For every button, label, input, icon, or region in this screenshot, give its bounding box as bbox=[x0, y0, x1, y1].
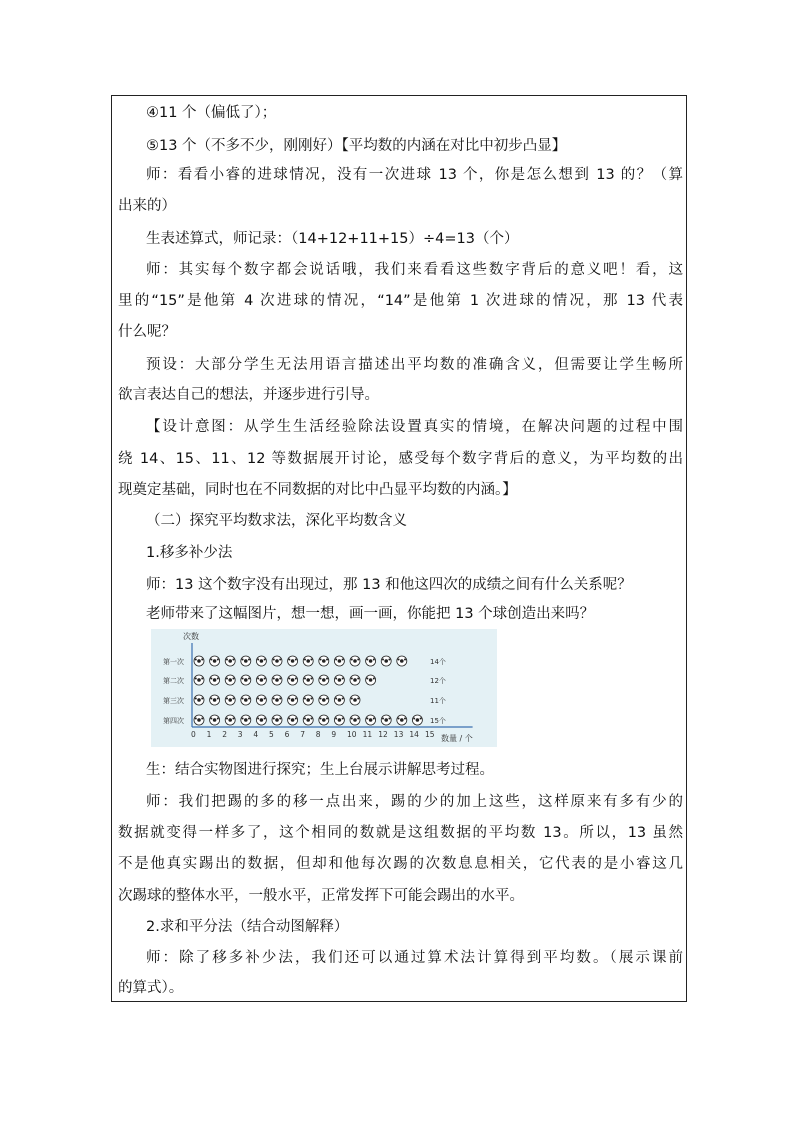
soccer-ball-patch bbox=[275, 718, 279, 722]
soccer-ball-patch bbox=[275, 698, 279, 702]
text-line: 老师带来了这幅图片，想一想，画一画，你能把 13 个球创造出来吗？ bbox=[146, 606, 595, 622]
soccer-ball-patch bbox=[288, 718, 290, 720]
soccer-ball-patch bbox=[335, 698, 337, 700]
text-line: 欲言表达自己的想法，并逐步进行引导。 bbox=[118, 387, 379, 403]
soccer-ball-patch bbox=[291, 718, 295, 722]
x-tick-label: 15 bbox=[425, 730, 435, 739]
row-count-label: 12个 bbox=[430, 677, 446, 685]
soccer-ball-patch bbox=[279, 659, 281, 661]
soccer-ball-patch bbox=[326, 678, 328, 680]
soccer-ball-patch bbox=[260, 698, 264, 702]
text-line: 师：13 这个数字没有出现过，那 13 和他这四次的成绩之间有什么关系呢？ bbox=[146, 577, 632, 593]
soccer-ball-patch bbox=[357, 698, 359, 700]
soccer-ball-patch bbox=[197, 698, 201, 702]
y-axis-title: 次数 bbox=[183, 632, 199, 641]
soccer-ball-patch bbox=[210, 659, 212, 661]
row-label: 第一次 bbox=[163, 658, 184, 666]
text-line: 师：我们把踢的多的移一点出来，踢的少的加上这些，这样原来有多有少的 bbox=[146, 794, 683, 810]
soccer-ball-patch bbox=[306, 698, 310, 702]
soccer-ball-patch bbox=[320, 698, 322, 700]
soccer-ball-patch bbox=[322, 718, 326, 722]
soccer-ball-patch bbox=[195, 678, 197, 680]
soccer-ball-patch bbox=[260, 659, 264, 663]
soccer-ball-patch bbox=[201, 718, 203, 720]
soccer-ball-patch bbox=[244, 678, 248, 682]
soccer-ball-patch bbox=[279, 678, 281, 680]
soccer-ball-patch bbox=[228, 659, 232, 663]
soccer-ball-patch bbox=[260, 718, 264, 722]
text-line: 生：结合实物图进行探究；生上台展示讲解思考过程。 bbox=[146, 762, 494, 778]
soccer-ball-patch bbox=[398, 718, 400, 720]
soccer-ball-patch bbox=[279, 718, 281, 720]
soccer-ball-patch bbox=[291, 659, 295, 663]
soccer-ball-patch bbox=[310, 659, 312, 661]
x-tick-label: 14 bbox=[409, 730, 419, 739]
soccer-ball-patch bbox=[342, 678, 344, 680]
soccer-ball-patch bbox=[228, 698, 232, 702]
soccer-ball-patch bbox=[353, 659, 357, 663]
soccer-ball-patch bbox=[242, 698, 244, 700]
soccer-ball-patch bbox=[195, 659, 197, 661]
soccer-ball-patch bbox=[226, 718, 228, 720]
soccer-ball-patch bbox=[232, 718, 234, 720]
row-label: 第四次 bbox=[163, 717, 184, 725]
soccer-ball-patch bbox=[273, 678, 275, 680]
x-tick-label: 2 bbox=[222, 730, 227, 739]
text-line: 生表述算式，师记录：（14+12+11+15）÷4=13（个） bbox=[146, 231, 519, 247]
x-tick-label: 0 bbox=[191, 730, 196, 739]
soccer-ball-patch bbox=[320, 718, 322, 720]
soccer-ball-patch bbox=[244, 718, 248, 722]
soccer-ball-patch bbox=[248, 698, 250, 700]
soccer-ball-patch bbox=[257, 678, 259, 680]
soccer-ball-patch bbox=[197, 678, 201, 682]
soccer-ball-patch bbox=[226, 659, 228, 661]
soccer-ball-patch bbox=[382, 718, 384, 720]
text-line: 里的“15”是他第 4 次进球的情况，“14”是他第 1 次进球的情况，那 13 代表 bbox=[118, 293, 683, 309]
soccer-ball-patch bbox=[228, 678, 232, 682]
soccer-ball-patch bbox=[232, 678, 234, 680]
soccer-ball-patch bbox=[420, 718, 422, 720]
subsection-heading: 2.求和平分法（结合动图解释） bbox=[146, 919, 349, 935]
soccer-ball-patch bbox=[353, 698, 357, 702]
row-label: 第二次 bbox=[163, 677, 184, 685]
soccer-ball-patch bbox=[242, 678, 244, 680]
text-line: 现奠定基础，同时也在不同数据的对比中凸显平均数的内涵。】 bbox=[118, 482, 517, 498]
soccer-ball-patch bbox=[291, 678, 295, 682]
x-tick-label: 1 bbox=[206, 730, 212, 739]
soccer-ball-patch bbox=[288, 659, 290, 661]
soccer-ball-patch bbox=[295, 659, 297, 661]
soccer-ball-patch bbox=[273, 698, 275, 700]
soccer-ball-patch bbox=[248, 678, 250, 680]
text-line: 师：看看小睿的进球情况，没有一次进球 13 个，你是怎么想到 13 的？（算 bbox=[146, 167, 683, 183]
soccer-ball-patch bbox=[217, 718, 219, 720]
soccer-ball-patch bbox=[248, 659, 250, 661]
soccer-ball-patch bbox=[404, 659, 406, 661]
x-tick-label: 3 bbox=[237, 730, 243, 739]
soccer-ball-patch bbox=[400, 718, 404, 722]
row-label: 第三次 bbox=[163, 697, 184, 705]
soccer-ball-patch bbox=[342, 718, 344, 720]
soccer-ball-patch bbox=[373, 659, 375, 661]
soccer-ball-patch bbox=[288, 678, 290, 680]
soccer-ball-patch bbox=[353, 678, 357, 682]
soccer-ball-patch bbox=[264, 718, 266, 720]
text-line: 绕 14、15、11、12 等数据展开讨论，感受每个数字背后的意义，为平均数的出 bbox=[118, 451, 683, 467]
soccer-ball-patch bbox=[244, 659, 248, 663]
text-line: ⑤13 个（不多不少，刚刚好）【平均数的内涵在对比中初步凸显】 bbox=[146, 138, 567, 154]
soccer-ball-patch bbox=[226, 678, 228, 680]
soccer-ball-patch bbox=[416, 718, 420, 722]
soccer-ball-patch bbox=[398, 659, 400, 661]
soccer-ball-patch bbox=[210, 698, 212, 700]
soccer-ball-patch bbox=[288, 698, 290, 700]
soccer-ball-patch bbox=[295, 678, 297, 680]
text-line: 什么呢？ bbox=[118, 324, 176, 340]
row-count-label: 11个 bbox=[430, 697, 446, 705]
soccer-ball-patch bbox=[213, 718, 217, 722]
soccer-ball-patch bbox=[326, 698, 328, 700]
x-tick-label: 6 bbox=[284, 730, 290, 739]
soccer-ball-patch bbox=[335, 678, 337, 680]
text-line: 的算式）。 bbox=[118, 980, 184, 996]
soccer-ball-patch bbox=[264, 698, 266, 700]
soccer-ball-patch bbox=[357, 718, 359, 720]
soccer-ball-patch bbox=[304, 678, 306, 680]
soccer-ball-patch bbox=[366, 718, 368, 720]
soccer-ball-patch bbox=[382, 659, 384, 661]
text-line: 师：除了移多补少法，我们还可以通过算术法计算得到平均数。（展示课前 bbox=[146, 950, 683, 966]
soccer-ball-patch bbox=[404, 718, 406, 720]
row-count-label: 14个 bbox=[430, 658, 446, 666]
soccer-ball-patch bbox=[195, 698, 197, 700]
soccer-ball-patch bbox=[369, 678, 373, 682]
soccer-ball-patch bbox=[304, 698, 306, 700]
soccer-ball-patch bbox=[366, 659, 368, 661]
soccer-ball-patch bbox=[320, 659, 322, 661]
soccer-ball-patch bbox=[306, 678, 310, 682]
soccer-ball-patch bbox=[322, 659, 326, 663]
section-heading: （二）探究平均数求法，深化平均数含义 bbox=[146, 513, 407, 529]
x-tick-label: 5 bbox=[269, 730, 274, 739]
soccer-ball-patch bbox=[338, 678, 342, 682]
soccer-ball-patch bbox=[306, 718, 310, 722]
soccer-ball-patch bbox=[351, 659, 353, 661]
soccer-ball-patch bbox=[342, 659, 344, 661]
soccer-ball-patch bbox=[226, 698, 228, 700]
soccer-ball-patch bbox=[384, 718, 388, 722]
soccer-ball-patch bbox=[264, 659, 266, 661]
soccer-ball-patch bbox=[248, 718, 250, 720]
soccer-ball-patch bbox=[210, 718, 212, 720]
soccer-ball-patch bbox=[369, 659, 373, 663]
soccer-ball-patch bbox=[351, 718, 353, 720]
soccer-ball-patch bbox=[213, 698, 217, 702]
text-line: 出来的） bbox=[118, 198, 176, 214]
x-tick-label: 13 bbox=[393, 730, 404, 739]
text-line: 不是他真实踢出的数据，但却和他每次踢的次数息息相关，它代表的是小睿这几 bbox=[118, 856, 683, 872]
soccer-ball-patch bbox=[351, 698, 353, 700]
soccer-ball-patch bbox=[228, 718, 232, 722]
soccer-ball-patch bbox=[351, 678, 353, 680]
soccer-ball-patch bbox=[335, 718, 337, 720]
text-line: ④11 个（偏低了）； bbox=[146, 105, 277, 121]
soccer-ball-patch bbox=[273, 718, 275, 720]
soccer-ball-patch bbox=[275, 659, 279, 663]
soccer-ball-patch bbox=[242, 659, 244, 661]
soccer-ball-patch bbox=[201, 678, 203, 680]
soccer-ball-patch bbox=[217, 698, 219, 700]
soccer-ball-patch bbox=[373, 718, 375, 720]
soccer-ball-patch bbox=[413, 718, 415, 720]
soccer-ball-patch bbox=[353, 718, 357, 722]
text-line: 师：其实每个数字都会说话哦，我们来看看这些数字背后的意义吧！看，这 bbox=[146, 262, 683, 278]
soccer-ball-patch bbox=[201, 659, 203, 661]
soccer-ball-patch bbox=[388, 718, 390, 720]
soccer-ball-patch bbox=[242, 718, 244, 720]
text-line: 数据就变得一样多了，这个相同的数就是这组数据的平均数 13。所以，13 虽然 bbox=[118, 825, 683, 841]
soccer-ball-patch bbox=[257, 659, 259, 661]
x-axis-title: 数量 / 个 bbox=[441, 734, 473, 743]
soccer-ball-patch bbox=[304, 718, 306, 720]
x-tick-label: 11 bbox=[362, 730, 373, 739]
subsection-heading: 1.移多补少法 bbox=[146, 545, 233, 561]
soccer-ball-patch bbox=[322, 678, 326, 682]
soccer-ball-patch bbox=[373, 678, 375, 680]
soccer-ball-patch bbox=[213, 659, 217, 663]
soccer-ball-patch bbox=[342, 698, 344, 700]
soccer-ball-patch bbox=[260, 678, 264, 682]
soccer-ball-patch bbox=[338, 659, 342, 663]
soccer-ball-patch bbox=[320, 678, 322, 680]
soccer-ball-patch bbox=[310, 678, 312, 680]
soccer-ball-patch bbox=[201, 698, 203, 700]
soccer-ball-patch bbox=[232, 659, 234, 661]
soccer-ball-patch bbox=[213, 678, 217, 682]
soccer-ball-patch bbox=[304, 659, 306, 661]
soccer-ball-patch bbox=[275, 678, 279, 682]
figure-svg bbox=[151, 629, 497, 747]
soccer-ball-patch bbox=[335, 659, 337, 661]
soccer-ball-patch bbox=[310, 698, 312, 700]
x-tick-label: 12 bbox=[378, 730, 388, 739]
soccer-ball-patch bbox=[257, 698, 259, 700]
soccer-ball-patch bbox=[244, 698, 248, 702]
x-tick-label: 8 bbox=[315, 730, 321, 739]
soccer-ball-patch bbox=[357, 659, 359, 661]
soccer-ball-patch bbox=[384, 659, 388, 663]
soccer-ball-patch bbox=[400, 659, 404, 663]
x-tick-label: 10 bbox=[347, 730, 357, 739]
soccer-ball-patch bbox=[366, 678, 368, 680]
soccer-ball-patch bbox=[306, 659, 310, 663]
soccer-ball-patch bbox=[295, 698, 297, 700]
soccer-ball-patch bbox=[217, 659, 219, 661]
soccer-ball-patch bbox=[197, 718, 201, 722]
soccer-ball-patch bbox=[295, 718, 297, 720]
soccer-ball-patch bbox=[388, 659, 390, 661]
soccer-ball-patch bbox=[279, 698, 281, 700]
soccer-ball-patch bbox=[195, 718, 197, 720]
soccer-ball-patch bbox=[326, 718, 328, 720]
soccer-ball-patch bbox=[369, 718, 373, 722]
soccer-ball-patch bbox=[210, 678, 212, 680]
soccer-ball-patch bbox=[232, 698, 234, 700]
soccer-ball-patch bbox=[357, 678, 359, 680]
soccer-ball-patch bbox=[291, 698, 295, 702]
soccer-ball-patch bbox=[326, 659, 328, 661]
soccer-ball-patch bbox=[197, 659, 201, 663]
soccer-ball-patch bbox=[338, 718, 342, 722]
soccer-ball-patch bbox=[257, 718, 259, 720]
x-tick-label: 9 bbox=[331, 730, 337, 739]
soccer-ball-patch bbox=[322, 698, 326, 702]
text-line: 预设：大部分学生无法用语言描述出平均数的准确含义，但需要让学生畅所 bbox=[146, 357, 683, 373]
soccer-ball-patch bbox=[217, 678, 219, 680]
text-line: 【设计意图：从学生生活经验除法设置真实的情境，在解决问题的过程中围 bbox=[146, 419, 683, 435]
soccer-ball-patch bbox=[264, 678, 266, 680]
soccer-ball-figure bbox=[151, 629, 497, 747]
row-count-label: 15个 bbox=[430, 717, 446, 725]
text-line: 次踢球的整体水平，一般水平，正常发挥下可能会踢出的水平。 bbox=[118, 888, 524, 904]
x-tick-label: 7 bbox=[300, 730, 305, 739]
soccer-ball-patch bbox=[338, 698, 342, 702]
x-tick-label: 4 bbox=[253, 730, 259, 739]
soccer-ball-patch bbox=[273, 659, 275, 661]
soccer-ball-patch bbox=[310, 718, 312, 720]
